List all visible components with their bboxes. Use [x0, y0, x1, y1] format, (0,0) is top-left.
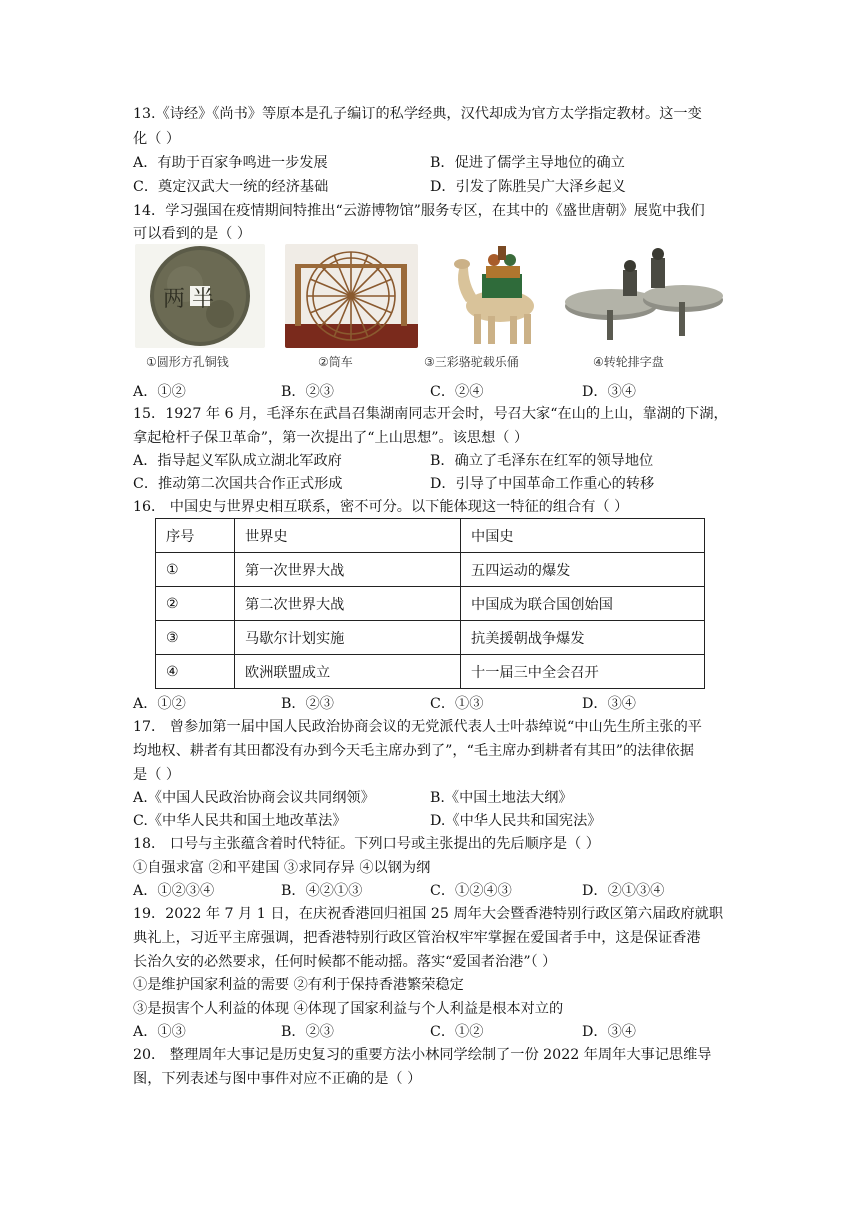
q16-option-c[interactable]: C．①③ — [430, 696, 484, 712]
q19-option-b[interactable]: B．②③ — [281, 1024, 334, 1040]
q14-stem-line1: 14．学习强国在疫情期间特推出“云游博物馆”服务专区，在其中的《盛世唐朝》展览中我们 — [133, 203, 705, 219]
header-world-history: 世界史 — [235, 519, 461, 553]
q13-stem-line1: 13.《诗经》《尚书》等原本是孔子编订的私学经典，汉代却成为官方太学指定教材。这一变 — [133, 106, 702, 122]
q16-option-d[interactable]: D．③④ — [582, 696, 636, 712]
q19-stem-line1: 19．2022 年 7 月 1 日，在庆祝香港回归祖国 25 周年大会暨香港特别行政区第六届政府就职 — [133, 906, 724, 922]
table-header-row — [156, 519, 705, 553]
q17-stem-line1: 17． 曾参加第一届中国人民政治协商会议的无党派代表人士叶恭绰说“中山先生所主张的平 — [133, 719, 702, 735]
table-cell: 中国成为联合国创始国 — [461, 587, 705, 621]
q19-stem-line2: 典礼上，习近平主席强调，把香港特别行政区管治权牢牢掌握在爱国者手中，这是保证香港 — [133, 930, 701, 946]
q18-option-b[interactable]: B．④②①③ — [281, 883, 363, 899]
q15-stem-line1: 15．1927 年 6 月，毛泽东在武昌召集湖南同志开会时，号召大家“在山的上山，靠湖的下湖， — [133, 406, 728, 422]
q16-option-a[interactable]: A．①② — [133, 696, 186, 712]
q15-option-b[interactable]: B．确立了毛泽东在红军的领导地位 — [430, 453, 654, 469]
q19-items-line2: ③是损害个人利益的体现 ④体现了国家利益与个人利益是根本对立的 — [133, 1001, 564, 1017]
q17-option-d[interactable]: D.《中华人民共和国宪法》 — [430, 813, 602, 829]
q17-option-c[interactable]: C.《中华人民共和国土地改革法》 — [133, 813, 347, 829]
rotating-type-tray-image — [563, 244, 725, 348]
caption-coin: ①圆形方孔铜钱 — [146, 355, 229, 369]
table-cell: ④ — [156, 655, 235, 689]
q17-stem-line2: 均地权、耕者有其田都没有办到今天毛主席办到了”，“毛主席办到耕者有其田”的法律依据 — [133, 743, 694, 759]
q18-stem-line1: 18． 口号与主张蕴含着时代特征。下列口号或主张提出的先后顺序是（ ） — [133, 836, 600, 852]
q17-stem-line3: 是（ ） — [133, 767, 181, 783]
table-cell: 欧洲联盟成立 — [235, 655, 461, 689]
table-cell: ③ — [156, 621, 235, 655]
header-index: 序号 — [156, 519, 235, 553]
q17-option-a[interactable]: A.《中国人民政治协商会议共同纲领》 — [133, 790, 375, 806]
table-cell: 十一届三中全会召开 — [461, 655, 705, 689]
q16-stem-line1: 16． 中国史与世界史相互联系，密不可分。以下能体现这一特征的组合有（ ） — [133, 499, 629, 515]
q16-table — [155, 518, 705, 689]
q19-option-c[interactable]: C．①② — [430, 1024, 484, 1040]
coin-image — [135, 244, 265, 348]
table-cell: 马歇尔计划实施 — [235, 621, 461, 655]
q15-option-d[interactable]: D．引导了中国革命工作重心的转移 — [430, 476, 655, 492]
q19-option-d[interactable]: D．③④ — [582, 1024, 636, 1040]
q13-option-b[interactable]: B．促进了儒学主导地位的确立 — [430, 155, 625, 171]
q19-option-a[interactable]: A．①③ — [133, 1024, 186, 1040]
q17-option-b[interactable]: B.《中国土地法大纲》 — [430, 790, 573, 806]
q14-option-c[interactable]: C．②④ — [430, 384, 484, 400]
q18-option-d[interactable]: D．②①③④ — [582, 883, 665, 899]
water-wheel-image — [285, 244, 418, 348]
q15-stem-line2: 拿起枪杆子保卫革命”，第一次提出了“上山思想”。该思想（ ） — [133, 430, 529, 446]
caption-water-wheel: ②筒车 — [318, 355, 353, 369]
table-cell: ① — [156, 553, 235, 587]
q14-option-b[interactable]: B．②③ — [281, 384, 334, 400]
q20-stem-line2: 图，下列表述与图中事件对应不正确的是（ ） — [133, 1071, 422, 1087]
table-cell: 第二次世界大战 — [235, 587, 461, 621]
q19-items-line1: ①是维护国家利益的需要 ②有利于保持香港繁荣稳定 — [133, 977, 464, 993]
table-row — [156, 621, 705, 655]
caption-camel: ③三彩骆驼载乐俑 — [424, 355, 519, 369]
table-row — [156, 553, 705, 587]
q15-option-c[interactable]: C．推动第二次国共合作正式形成 — [133, 476, 343, 492]
q18-items: ①自强求富 ②和平建国 ③求同存异 ④以钢为纲 — [133, 860, 431, 876]
tricolor-camel-image — [444, 244, 552, 348]
q13-stem-line2: 化（ ） — [133, 131, 181, 147]
q14-option-a[interactable]: A．①② — [133, 384, 186, 400]
q19-stem-line3: 长治久安的必然要求，任何时候都不能动摇。落实“爱国者治港”（ ） — [133, 954, 557, 970]
q16-option-b[interactable]: B．②③ — [281, 696, 334, 712]
q18-option-a[interactable]: A．①②③④ — [133, 883, 215, 899]
header-china-history: 中国史 — [461, 519, 705, 553]
q13-option-a[interactable]: A．有助于百家争鸣进一步发展 — [133, 155, 328, 171]
table-cell: 第一次世界大战 — [235, 553, 461, 587]
table-cell: 抗美援朝战争爆发 — [461, 621, 705, 655]
coin-inscription: 两 半 — [163, 287, 214, 312]
table-cell: 五四运动的爆发 — [461, 553, 705, 587]
q13-option-c[interactable]: C．奠定汉武大一统的经济基础 — [133, 179, 329, 195]
table-row — [156, 655, 705, 689]
q14-option-d[interactable]: D．③④ — [582, 384, 636, 400]
table-row — [156, 587, 705, 621]
q20-stem-line1: 20． 整理周年大事记是历史复习的重要方法小林同学绘制了一份 2022 年周年大事记思维导 — [133, 1047, 712, 1063]
caption-type-tray: ④转轮排字盘 — [593, 355, 664, 369]
q18-option-c[interactable]: C．①②④③ — [430, 883, 512, 899]
q15-option-a[interactable]: A．指导起义军队成立湖北军政府 — [133, 453, 342, 469]
table-cell: ② — [156, 587, 235, 621]
q14-stem-line2: 可以看到的是（ ） — [133, 226, 252, 242]
q13-option-d[interactable]: D．引发了陈胜吴广大泽乡起义 — [430, 179, 626, 195]
